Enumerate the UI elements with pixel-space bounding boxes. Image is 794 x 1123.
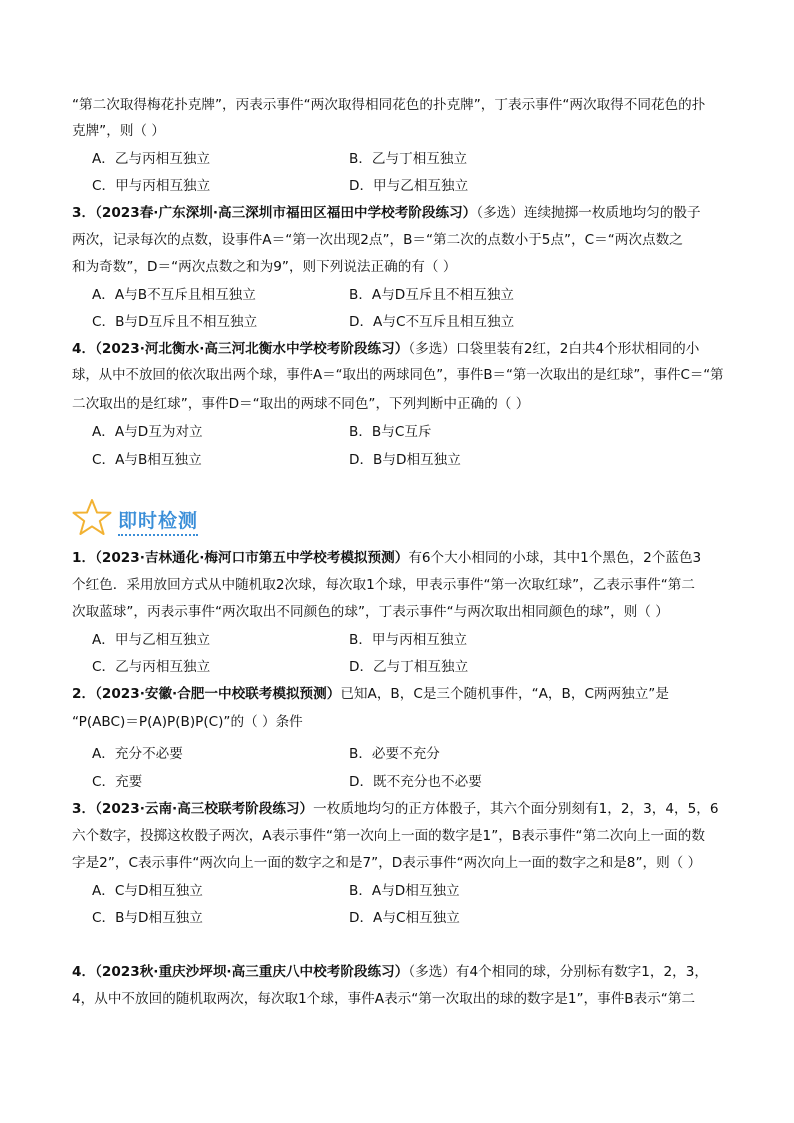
c2-text-start: 已知A，B，C是三个随机事件，“A，B，C两两独立”是 [340,686,669,702]
q4-line3: 二次取出的是红球”，事件D＝“取出的两球不同色”，下列判断中正确的（ ） [72,396,530,412]
prev-question-text-line2: 克牌”，则（ ） [72,123,165,139]
c2-line1 [72,684,724,704]
c1-line2: 个红色．采用放回方式从中随机取2次球，每次取1个球，甲表示事件“第一次取红球”，乙表示事件“第二 [72,577,695,593]
c3-line1 [72,799,724,819]
section-title: 即时检测 [118,510,199,532]
c1-option-a: A．甲与乙相互独立 [92,632,211,648]
c3-line2: 六个数字，投掷这枚骰子两次，A表示事件“第一次向上一面的数字是1”，B表示事件“第二次向上一面的数 [72,828,705,844]
q4-line2: 球，从中不放回的依次取出两个球，事件A＝“取出的两球同色”，事件B＝“第一次取出的是红球”，事件C＝“第 [72,368,724,383]
c2-line2: “P(ABC)＝P(A)P(B)P(C)”的（ ）条件 [72,714,303,730]
c1-text-start: 有6个大小相同的小球，其中1个黑色，2个蓝色3 [408,550,702,566]
section-title-underline [118,534,198,536]
c1-number: 1． [72,550,96,566]
c1-option-b: B．甲与丙相互独立 [349,632,468,648]
q3-source: （2023春·广东深圳·高三深圳市福田区福田中学校考阶段练习） [95,205,477,221]
section-heading [72,498,272,542]
c4-text-start: （多选）有4个相同的球，分别标有数字1，2，3， [408,964,708,980]
c4-line1 [72,962,724,982]
c4-number: 4． [72,964,96,980]
q3-line1 [72,203,724,223]
q4-source: （2023·河北衡水·高三河北衡水中学校考阶段练习） [95,341,409,357]
c4-source: （2023秋·重庆沙坪坝·高三重庆八中校考阶段练习） [95,964,409,980]
prev-question-option-b: B．乙与丁相互独立 [349,151,468,167]
c1-line3: 次取蓝球”，丙表示事件“两次取出不同颜色的球”，丁表示事件“与两次取出相同颜色的球”，则（ ） [72,604,669,620]
q3-line2: 两次，记录每次的点数，设事件A＝“第一次出现2点”，B＝“第二次的点数小于5点”，C＝“两次点数之 [72,232,683,248]
c3-line3: 字是2”，C表示事件“两次向上一面的数字之和是7”，D表示事件“两次向上一面的数字之和是8”，则（ ） [72,855,702,871]
star-outline-icon [72,498,112,540]
c1-line1 [72,548,724,568]
c1-option-d: D．乙与丁相互独立 [349,659,469,675]
c3-source: （2023·云南·高三校联考阶段练习） [95,801,314,817]
q4-line1 [72,339,724,359]
q4-option-c: C．A与B相互独立 [92,452,202,468]
c1-source: （2023·吉林通化·梅河口市第五中学校考模拟预测） [95,550,409,566]
c3-option-b: B．A与D相互独立 [349,883,460,899]
c3-option-d: D．A与C相互独立 [349,910,460,926]
q4-text-start: （多选）口袋里装有2红，2白共4个形状相同的小 [408,341,700,357]
q3-number: 3． [72,205,96,221]
c2-source: （2023·安徽·合肥一中校联考模拟预测） [95,686,341,702]
prev-question-option-d: D．甲与乙相互独立 [349,178,469,194]
q3-option-a: A．A与B不互斥且相互独立 [92,287,256,303]
c2-option-c: C．充要 [92,774,143,790]
c2-option-a: A．充分不必要 [92,746,183,762]
q4-option-a: A．A与D互为对立 [92,424,203,440]
q4-option-b: B．B与C互斥 [349,424,432,440]
c2-number: 2． [72,686,96,702]
c3-text-start: 一枚质地均匀的正方体骰子，其六个面分别刻有1，2，3，4，5，6 [313,801,719,817]
q4-option-d: D．B与D相互独立 [349,452,461,468]
c3-option-a: A．C与D相互独立 [92,883,203,899]
c3-option-c: C．B与D相互独立 [92,910,203,926]
c4-line2: 4，从中不放回的随机取两次，每次取1个球，事件A表示“第一次取出的球的数字是1”，事件B表示“第二 [72,991,696,1007]
prev-question-option-a: A．乙与丙相互独立 [92,151,211,167]
q3-line3: 和为奇数”，D＝“两次点数之和为9”，则下列说法正确的有（ ） [72,259,457,275]
prev-question-text-line1: “第二次取得梅花扑克牌”，丙表示事件“两次取得相同花色的扑克牌”，丁表示事件“两次取得不同花色的扑 [72,97,706,113]
c1-option-c: C．乙与丙相互独立 [92,659,211,675]
q3-option-c: C．B与D互斥且不相互独立 [92,314,258,330]
c2-option-d: D．既不充分也不必要 [349,774,482,790]
c3-number: 3． [72,801,96,817]
prev-question-option-c: C．甲与丙相互独立 [92,178,211,194]
q3-option-d: D．A与C不互斥且相互独立 [349,314,515,330]
q3-option-b: B．A与D互斥且不相互独立 [349,287,515,303]
q4-number: 4． [72,341,96,357]
c2-option-b: B．必要不充分 [349,746,440,762]
q3-text-start: （多选）连续抛掷一枚质地均匀的骰子 [476,205,701,221]
